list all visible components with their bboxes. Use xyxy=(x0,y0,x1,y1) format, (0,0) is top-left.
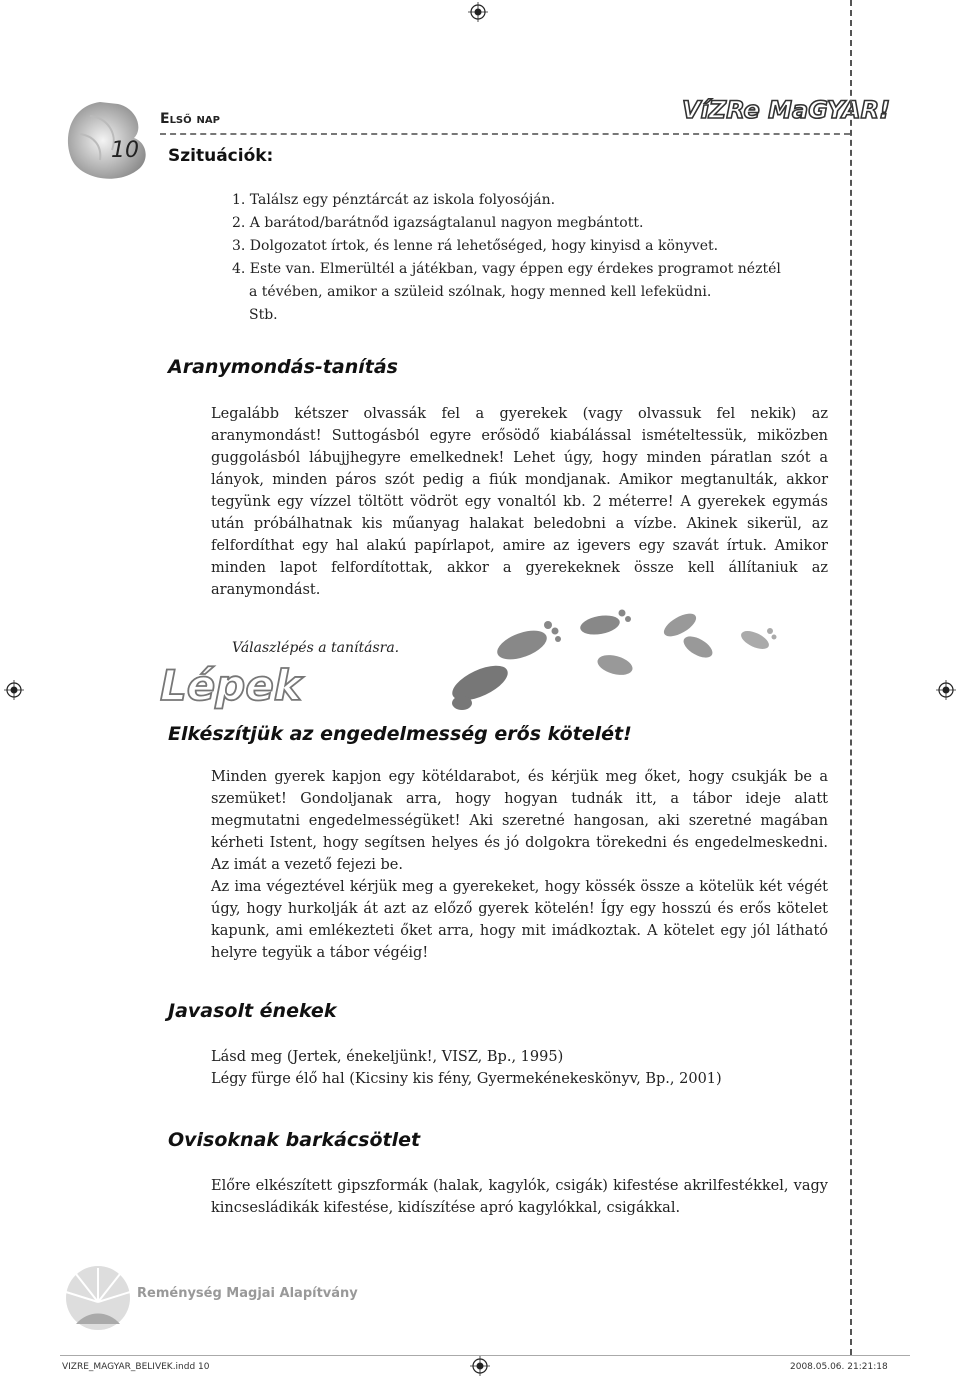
list-item: Lásd meg (Jertek, énekeljünk!, VISZ, Bp., 1995) xyxy=(211,1049,564,1065)
list-item: 3. Dolgozatot írtok, és lenne rá lehetőséged, hogy kinyisd a könyvet. xyxy=(232,238,719,254)
foundation-logo-icon xyxy=(58,1262,138,1332)
kotel-body xyxy=(211,766,828,964)
kotel-paragraph: Az ima végeztével kérjük meg a gyerekeket, hogy kössék össze a kötelük két végét úgy, hogy hurkolják át azt az előző gyerek kötelén! Így egy hosszú és erős kötelet kapunk, ami emlékezteti őket arra, hogy mit imádkoztak. A kötelet egy jól látható helyre tegyük a tábor végéig! xyxy=(211,879,828,961)
list-item: 1. Találsz egy pénztárcát az iskola folyosóján. xyxy=(232,192,556,208)
foundation-name: Reménység Magjai Alapítvány xyxy=(137,1286,358,1301)
footprints-icon xyxy=(440,595,790,715)
enekek-list xyxy=(211,1046,828,1090)
section-label: Első nap xyxy=(160,111,220,127)
list-item: 2. A barátod/barátnőd igazságtalanul nagyon megbántott. xyxy=(232,215,644,231)
page-margin-line xyxy=(850,0,852,1355)
enekek-heading: Javasolt énekek xyxy=(168,1000,337,1022)
kotel-paragraph: Minden gyerek kapjon egy kötéldarabot, és kérjük meg őket, hogy csukják be a szemüket! Gondoljanak arra, hogy hogyan tudnák itt, a tábor ideje alatt megmutatni engedelmességüket! Aki szeretné hangosan, aki szeretné magában kérheti Istent, hogy segítsen helyes és jó dolgokra törekedni és engedelmeskedni. Az imát a vezető fejezi be. xyxy=(211,769,828,873)
situations-list xyxy=(232,189,832,327)
registration-mark-icon xyxy=(4,680,24,700)
list-item: a tévében, amikor a szüleid szólnak, hogy menned kell lefeküdni. xyxy=(249,284,712,300)
brand-logo xyxy=(680,90,891,130)
list-item: Stb. xyxy=(249,307,278,323)
registration-mark-icon xyxy=(470,1356,490,1376)
lepek-logo-text: Lépek xyxy=(160,661,302,710)
situations-heading: Szituációk: xyxy=(168,146,274,166)
lepek-subtitle: Válaszlépés a tanításra. xyxy=(232,640,400,656)
slug-file: VIZRE_MAGYAR_BELIVEK.indd 10 xyxy=(62,1362,210,1372)
aranymondas-text: Legalább kétszer olvassák fel a gyerekek (vagy olvassuk fel nekik) az aranymondást! Suttogásból egyre erősödő kiabálással ismételtessük, miközben guggolásból lábujjhegyre emelkednek! Lehet úgy, hogy minden páratlan szót a lányok, minden páros szót pedig a fiúk mondjanak. Amikor megtanulták, akkor tegyünk egy vízzel töltött vödröt egy vonaltól kb. 2 méterre! A gyerekek egymás után próbálhatnak kis műanyag halakat beledobni a vízbe. Akinek sikerül, az felfordíthat egy hal alakú papírlapot, amire az igevers egy szavát írtuk. Amikor minden lapot felfordítottak, akkor a gyerekeknek össze kell állítaniuk az aranymondást. xyxy=(211,406,828,598)
slug-divider xyxy=(60,1355,910,1356)
page-number: 10 xyxy=(111,138,139,163)
list-item: 4. Este van. Elmerültél a játékban, vagy éppen egy érdekes programot néztél xyxy=(232,261,781,277)
header-divider xyxy=(160,133,850,135)
ovisok-text: Előre elkészített gipszformák (halak, kagylók, csigák) kifestése akrilfestékkel, vagy kincsesládikák kifestése, kidíszítése apró kagylókkal, csigákkal. xyxy=(211,1178,828,1216)
slug-date: 2008.05.06. 21:21:18 xyxy=(790,1362,888,1372)
registration-mark-icon xyxy=(936,680,956,700)
ovisok-heading: Ovisoknak barkácsötlet xyxy=(168,1129,421,1151)
aranymondas-heading: Aranymondás-tanítás xyxy=(168,356,398,378)
registration-mark-icon xyxy=(468,2,488,22)
kotel-heading: Elkészítjük az engedelmesség erős kötelét! xyxy=(168,723,632,745)
list-item: Légy fürge élő hal (Kicsiny kis fény, Gyermekénekeskönyv, Bp., 2001) xyxy=(211,1071,722,1087)
brand-logo-text: VíZRe MaGYAR! xyxy=(682,96,891,124)
